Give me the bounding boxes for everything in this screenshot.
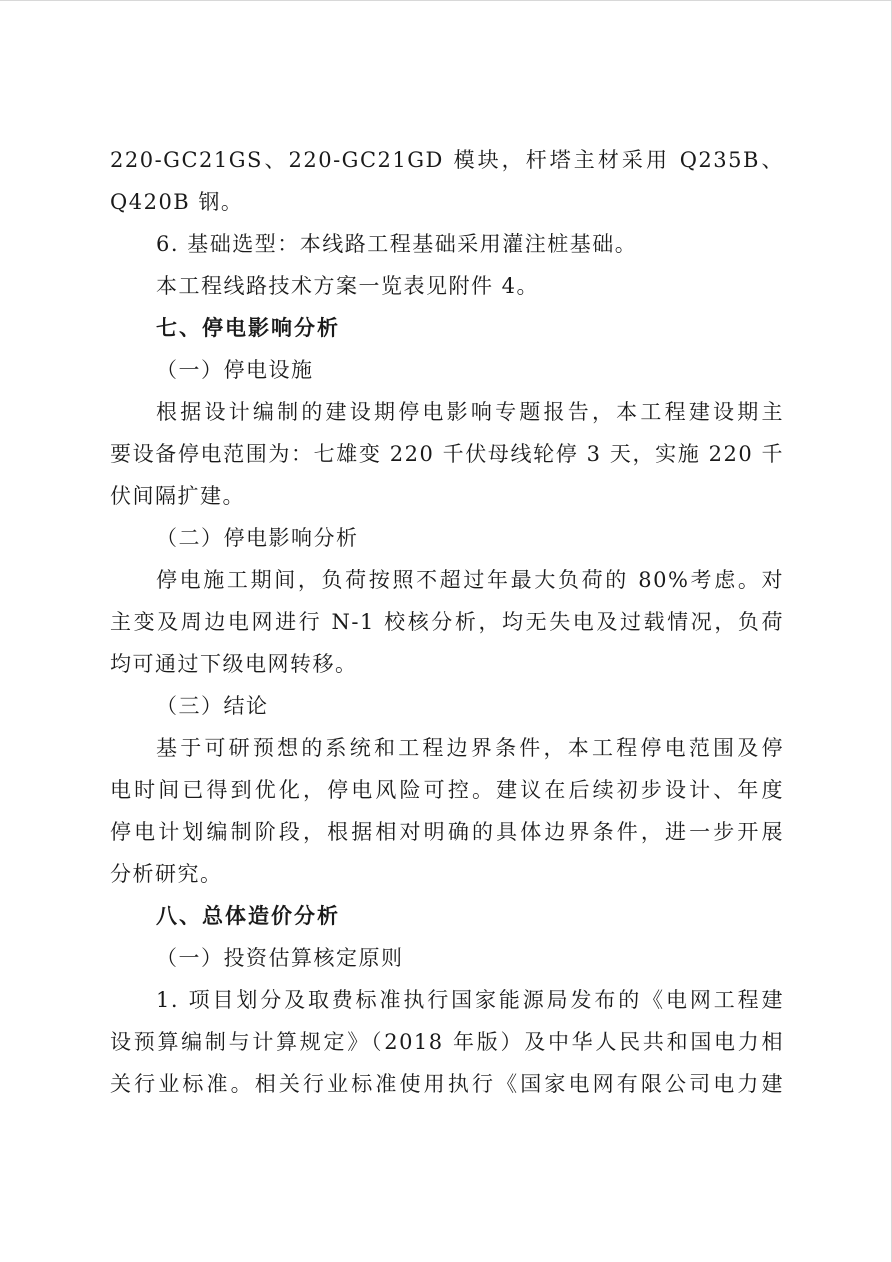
section-heading: 七、停电影响分析 <box>156 316 340 340</box>
paragraph-line: 主变及周边电网进行 N-1 校核分析，均无失电及过载情况，负荷 <box>110 610 784 634</box>
paragraph-line: 关行业标准。相关行业标准使用执行《国家电网有限公司电力建 <box>110 1072 784 1096</box>
paragraph-line: 停电计划编制阶段，根据相对明确的具体边界条件，进一步开展 <box>110 820 784 844</box>
subsection-heading: （二）停电影响分析 <box>156 526 359 550</box>
paragraph-line: 电时间已得到优化，停电风险可控。建议在后续初步设计、年度 <box>110 778 784 802</box>
paragraph-line: 本工程线路技术方案一览表见附件 4。 <box>156 274 540 298</box>
paragraph-line: 基于可研预想的系统和工程边界条件，本工程停电范围及停 <box>156 736 784 760</box>
subsection-heading: （三）结论 <box>156 694 269 718</box>
paragraph-line: 设预算编制与计算规定》（2018 年版）及中华人民共和国电力相 <box>110 1030 784 1054</box>
paragraph-line: 根据设计编制的建设期停电影响专题报告，本工程建设期主 <box>156 400 784 424</box>
paragraph-line: 1. 项目划分及取费标准执行国家能源局发布的《电网工程建 <box>156 988 784 1012</box>
section-heading: 八、总体造价分析 <box>156 904 340 928</box>
paragraph-line: 分析研究。 <box>110 862 223 886</box>
paragraph-line: 220-GC21GS、220-GC21GD 模块，杆塔主材采用 Q235B、 <box>110 148 784 172</box>
paragraph-line: 停电施工期间，负荷按照不超过年最大负荷的 80%考虑。对 <box>156 568 784 592</box>
subsection-heading: （一）停电设施 <box>156 358 314 382</box>
paragraph-line: Q420B 钢。 <box>110 190 244 214</box>
subsection-heading: （一）投资估算核定原则 <box>156 946 404 970</box>
paragraph-line: 6. 基础选型：本线路工程基础采用灌注桩基础。 <box>156 232 638 256</box>
paragraph-line: 要设备停电范围为：七雄变 220 千伏母线轮停 3 天，实施 220 千 <box>110 442 784 466</box>
paragraph-line: 均可通过下级电网转移。 <box>110 652 358 676</box>
paragraph-line: 伏间隔扩建。 <box>110 484 245 508</box>
